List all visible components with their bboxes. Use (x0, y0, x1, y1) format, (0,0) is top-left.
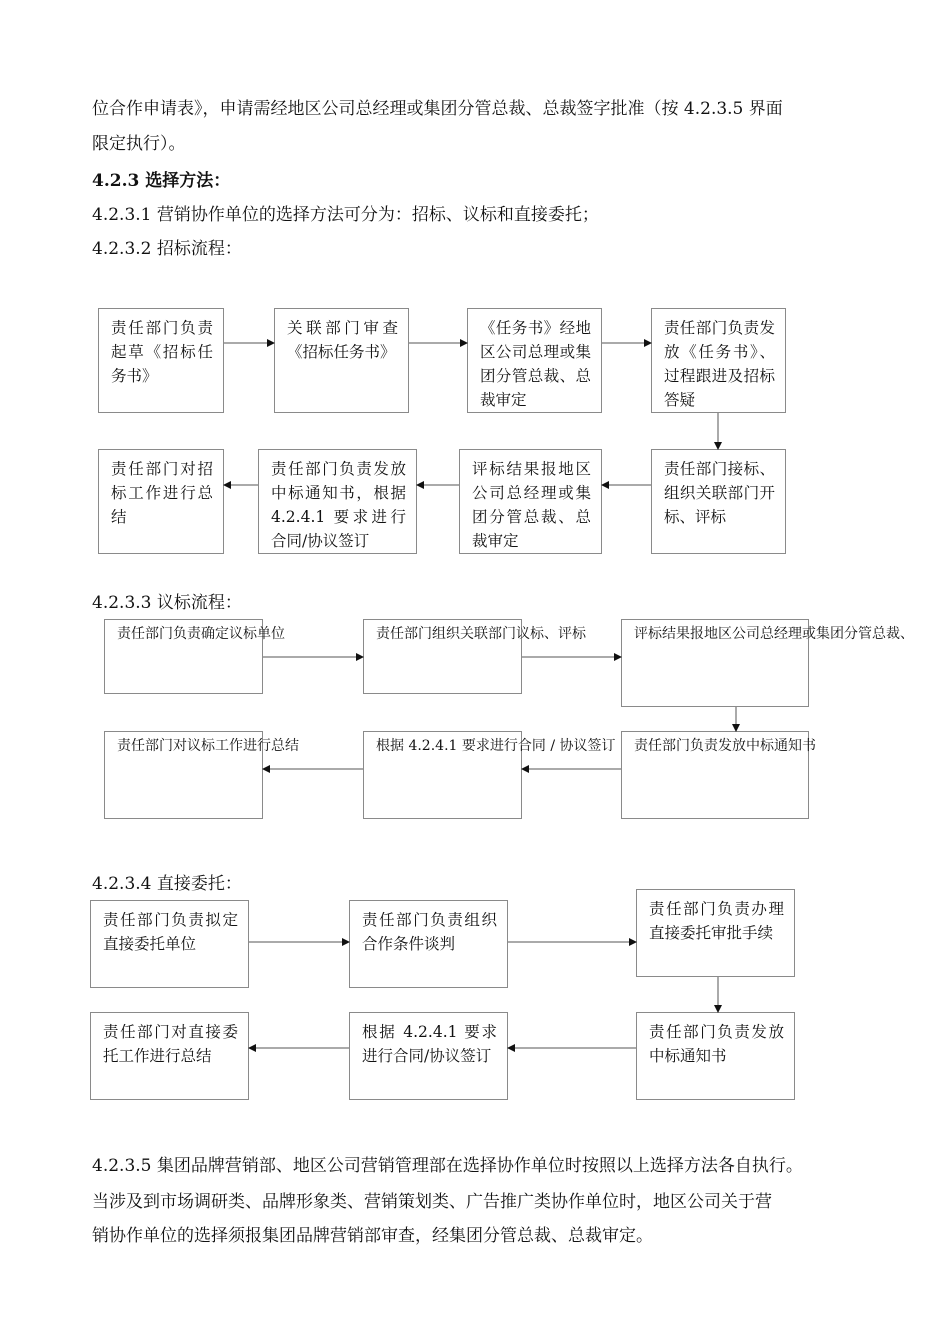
bidding-step-6-text: 评标结果报地区公司总经理或集团分管总裁、总裁审定 (472, 460, 591, 550)
section-heading: 4.2.3 选择方法： (92, 171, 231, 191)
negotiation-step-4 (621, 731, 816, 819)
paragraph-line: 4.2.3.1 营销协作单位的选择方法可分为：招标、议标和直接委托； (92, 205, 599, 225)
bidding-step-4-text: 责任部门负责发放《任务书》、过程跟进及招标答疑 (664, 319, 775, 409)
negotiation-step-6-text: 责任部门对议标工作进行总结 (117, 738, 299, 754)
paragraph-line: 当涉及到市场调研类、品牌形象类、营销策划类、广告推广类协作单位时，地区公司关于营 (92, 1192, 772, 1212)
negotiation-step-4-text: 责任部门负责发放中标通知书 (634, 738, 816, 754)
direct-step-3-text: 责任部门负责办理直接委托审批手续 (649, 900, 784, 942)
direct-step-5 (349, 1012, 508, 1100)
bidding-step-5-text: 责任部门接标、组织关联部门开标、评标 (664, 460, 775, 526)
paragraph-line: 位合作申请表》，申请需经地区公司总经理或集团分管总裁、总裁签字批准（按 4.2.3.5 界面 (92, 99, 783, 119)
direct-step-5-text: 根据 4.2.4.1 要求进行合同/协议签订 (362, 1023, 497, 1065)
direct-step-3 (636, 889, 795, 977)
negotiation-step-2 (363, 619, 586, 694)
negotiation-step-1 (104, 619, 285, 694)
bidding-step-1-text: 责任部门负责起草《招标任务书》 (111, 319, 213, 385)
bidding-step-8-text: 责任部门对招标工作进行总结 (111, 460, 213, 526)
bidding-step-6 (459, 449, 602, 554)
bidding-step-2-text: 关联部门审查《招标任务书》 (287, 319, 398, 361)
negotiation-step-1-text: 责任部门负责确定议标单位 (117, 626, 285, 642)
direct-step-4 (636, 1012, 795, 1100)
paragraph-line: 4.2.3.5 集团品牌营销部、地区公司营销管理部在选择协作单位时按照以上选择方法各自执行。 (92, 1156, 803, 1176)
bidding-step-2 (274, 308, 409, 413)
subsection-title-bidding: 4.2.3.2 招标流程： (92, 239, 242, 259)
bidding-step-1 (98, 308, 224, 413)
direct-step-1-text: 责任部门负责拟定直接委托单位 (103, 911, 238, 953)
bidding-step-7-text: 责任部门负责发放中标通知书，根据 4.2.4.1 要求进行合同/协议签订 (271, 460, 406, 550)
subsection-title-negotiation: 4.2.3.3 议标流程： (92, 593, 242, 613)
bidding-step-7 (258, 449, 417, 554)
bidding-step-3 (467, 308, 602, 413)
direct-step-4-text: 责任部门负责发放中标通知书 (649, 1023, 784, 1065)
direct-step-1 (90, 900, 249, 988)
bidding-step-4 (651, 308, 786, 413)
bidding-step-8 (98, 449, 224, 554)
direct-step-2-text: 责任部门负责组织合作条件谈判 (362, 911, 497, 953)
direct-step-2 (349, 900, 508, 988)
negotiation-step-3 (621, 619, 914, 707)
paragraph-line: 销协作单位的选择须报集团品牌营销部审查，经集团分管总裁、总裁审定。 (92, 1226, 653, 1246)
direct-step-6 (90, 1012, 249, 1100)
bidding-step-3-text: 《任务书》经地区公司总理或集团分管总裁、总裁审定 (480, 319, 591, 409)
subsection-title-direct: 4.2.3.4 直接委托： (92, 874, 242, 894)
negotiation-step-5 (363, 731, 616, 819)
negotiation-step-3-text: 评标结果报地区公司总经理或集团分管总裁、 (634, 626, 914, 642)
paragraph-line: 限定执行）。 (92, 134, 186, 154)
negotiation-step-2-text: 责任部门组织关联部门议标、评标 (376, 626, 586, 642)
negotiation-step-6 (104, 731, 299, 819)
direct-step-6-text: 责任部门对直接委托工作进行总结 (103, 1023, 238, 1065)
bidding-step-5 (651, 449, 786, 554)
negotiation-step-5-text: 根据 4.2.4.1 要求进行合同 / 协议签订 (376, 738, 616, 754)
